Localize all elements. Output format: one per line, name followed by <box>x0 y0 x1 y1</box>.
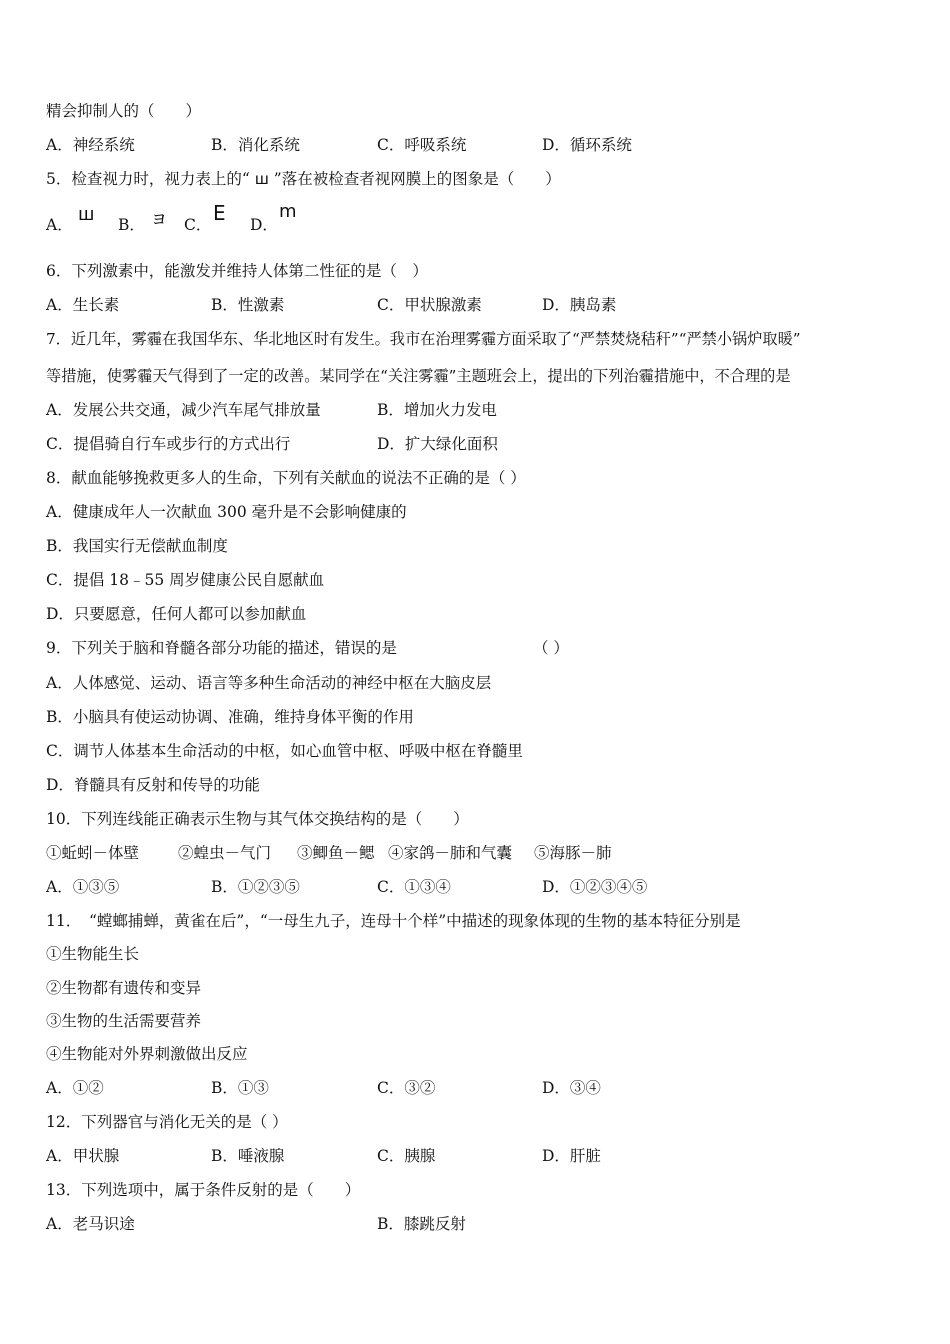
q8-option-c: C．提倡 18﹣55 周岁健康公民自愿献血 <box>46 571 325 589</box>
q10-pair-2: ②蝗虫－气门 <box>178 844 272 862</box>
q10-option-d: D．①②③④⑤ <box>542 878 648 896</box>
q12-option-d: D．肝脏 <box>542 1147 601 1165</box>
q5-option-a-label: A． <box>46 216 73 234</box>
q5-option-c-label: C． <box>184 216 212 234</box>
q11-item-2: ②生物都有遗传和变异 <box>46 979 202 997</box>
q7-stem-line2: 等措施，使雾霾天气得到了一定的改善。某同学在“关注雾霾”主题班会上，提出的下列治霾措施中，不合理的是 <box>46 367 791 385</box>
q11-option-a: A．①② <box>46 1079 104 1097</box>
q11-option-d: D．③④ <box>542 1079 601 1097</box>
q5-option-d-glyph: m <box>279 201 297 222</box>
q4-option-b: B．消化系统 <box>211 136 300 154</box>
q4-option-d: D．循环系统 <box>542 136 632 154</box>
q7-stem-line1: 7．近几年，雾霾在我国华东、华北地区时有发生。我市在治理雾霾方面采取了“严禁焚烧秸秆”“严禁小锅炉取暖” <box>46 330 801 348</box>
q9-option-d: D．脊髓具有反射和传导的功能 <box>46 776 260 794</box>
q5-option-a-glyph: ш <box>78 204 95 225</box>
q5-option-c-glyph: E <box>213 201 226 225</box>
q10-pair-5: ⑤海豚－肺 <box>534 844 612 862</box>
q11-item-4: ④生物能对外界刺激做出反应 <box>46 1045 248 1063</box>
q7-option-c: C．提倡骑自行车或步行的方式出行 <box>46 435 291 453</box>
q9-stem: 9．下列关于脑和脊髓各部分功能的描述，错误的是 <box>46 639 397 657</box>
q6-option-d: D．胰岛素 <box>542 296 617 314</box>
q8-stem: 8．献血能够挽救更多人的生命，下列有关献血的说法不正确的是（ ） <box>46 469 526 487</box>
q5-stem-glyph: ш <box>254 170 269 188</box>
q9-paren: （ ） <box>533 639 569 657</box>
q7-option-a: A．发展公共交通，减少汽车尾气排放量 <box>46 401 321 419</box>
q8-option-d: D．只要愿意，任何人都可以参加献血 <box>46 605 307 623</box>
q12-option-c: C．胰腺 <box>377 1147 436 1165</box>
q10-pair-4: ④家鸽－肺和气囊 <box>388 844 513 862</box>
q5-stem <box>46 169 561 189</box>
q5-option-d-label: D． <box>250 216 278 234</box>
q4-stem: 精会抑制人的（ ） <box>46 102 202 120</box>
q6-option-c: C．甲状腺激素 <box>377 296 482 314</box>
q11-stem: 11． “螳螂捕蝉，黄雀在后”，“一母生九子，连母十个样”中描述的现象体现的生物的基本特征分别是 <box>46 912 741 930</box>
q11-option-c: C．③② <box>377 1079 436 1097</box>
q10-option-c: C．①③④ <box>377 878 451 896</box>
q8-option-b: B．我国实行无偿献血制度 <box>46 537 228 555</box>
q13-option-b: B．膝跳反射 <box>377 1215 466 1233</box>
q10-stem: 10．下列连线能正确表示生物与其气体交换结构的是（ ） <box>46 810 469 828</box>
q5-stem-pre: 5．检查视力时，视力表上的“ <box>46 170 250 188</box>
q5-option-b-label: B． <box>118 216 145 234</box>
q4-option-a: A．神经系统 <box>46 136 135 154</box>
q5-stem-post: ”落在被检查者视网膜上的图象是（ ） <box>273 170 561 188</box>
q8-option-a: A．健康成年人一次献血 300 毫升是不会影响健康的 <box>46 503 407 521</box>
q5-option-b-glyph: ョ <box>149 205 169 229</box>
q4-option-c: C．呼吸系统 <box>377 136 467 154</box>
q10-option-b: B．①②③⑤ <box>211 878 300 896</box>
q11-option-b: B．①③ <box>211 1079 269 1097</box>
q13-stem: 13．下列选项中，属于条件反射的是（ ） <box>46 1181 361 1199</box>
q12-stem: 12．下列器官与消化无关的是（ ） <box>46 1113 288 1131</box>
q7-option-b: B．增加火力发电 <box>377 401 497 419</box>
q6-option-b: B．性激素 <box>211 296 285 314</box>
q6-option-a: A．生长素 <box>46 296 120 314</box>
q9-option-b: B．小脑具有使运动协调、准确，维持身体平衡的作用 <box>46 708 414 726</box>
q13-option-a: A．老马识途 <box>46 1215 135 1233</box>
q7-option-d: D．扩大绿化面积 <box>377 435 498 453</box>
q9-option-c: C．调节人体基本生命活动的中枢，如心血管中枢、呼吸中枢在脊髓里 <box>46 742 523 760</box>
q10-option-a: A．①③⑤ <box>46 878 120 896</box>
q11-item-3: ③生物的生活需要营养 <box>46 1012 202 1030</box>
q9-option-a: A．人体感觉、运动、语言等多种生命活动的神经中枢在大脑皮层 <box>46 674 492 692</box>
q6-stem: 6．下列激素中，能激发并维持人体第二性征的是（ ） <box>46 262 428 280</box>
q11-item-1: ①生物能生长 <box>46 945 140 963</box>
q12-option-b: B．唾液腺 <box>211 1147 285 1165</box>
q12-option-a: A．甲状腺 <box>46 1147 120 1165</box>
q10-pair-1: ①蚯蚓－体壁 <box>46 844 140 862</box>
q10-pair-3: ③鲫鱼－鳃 <box>297 844 375 862</box>
